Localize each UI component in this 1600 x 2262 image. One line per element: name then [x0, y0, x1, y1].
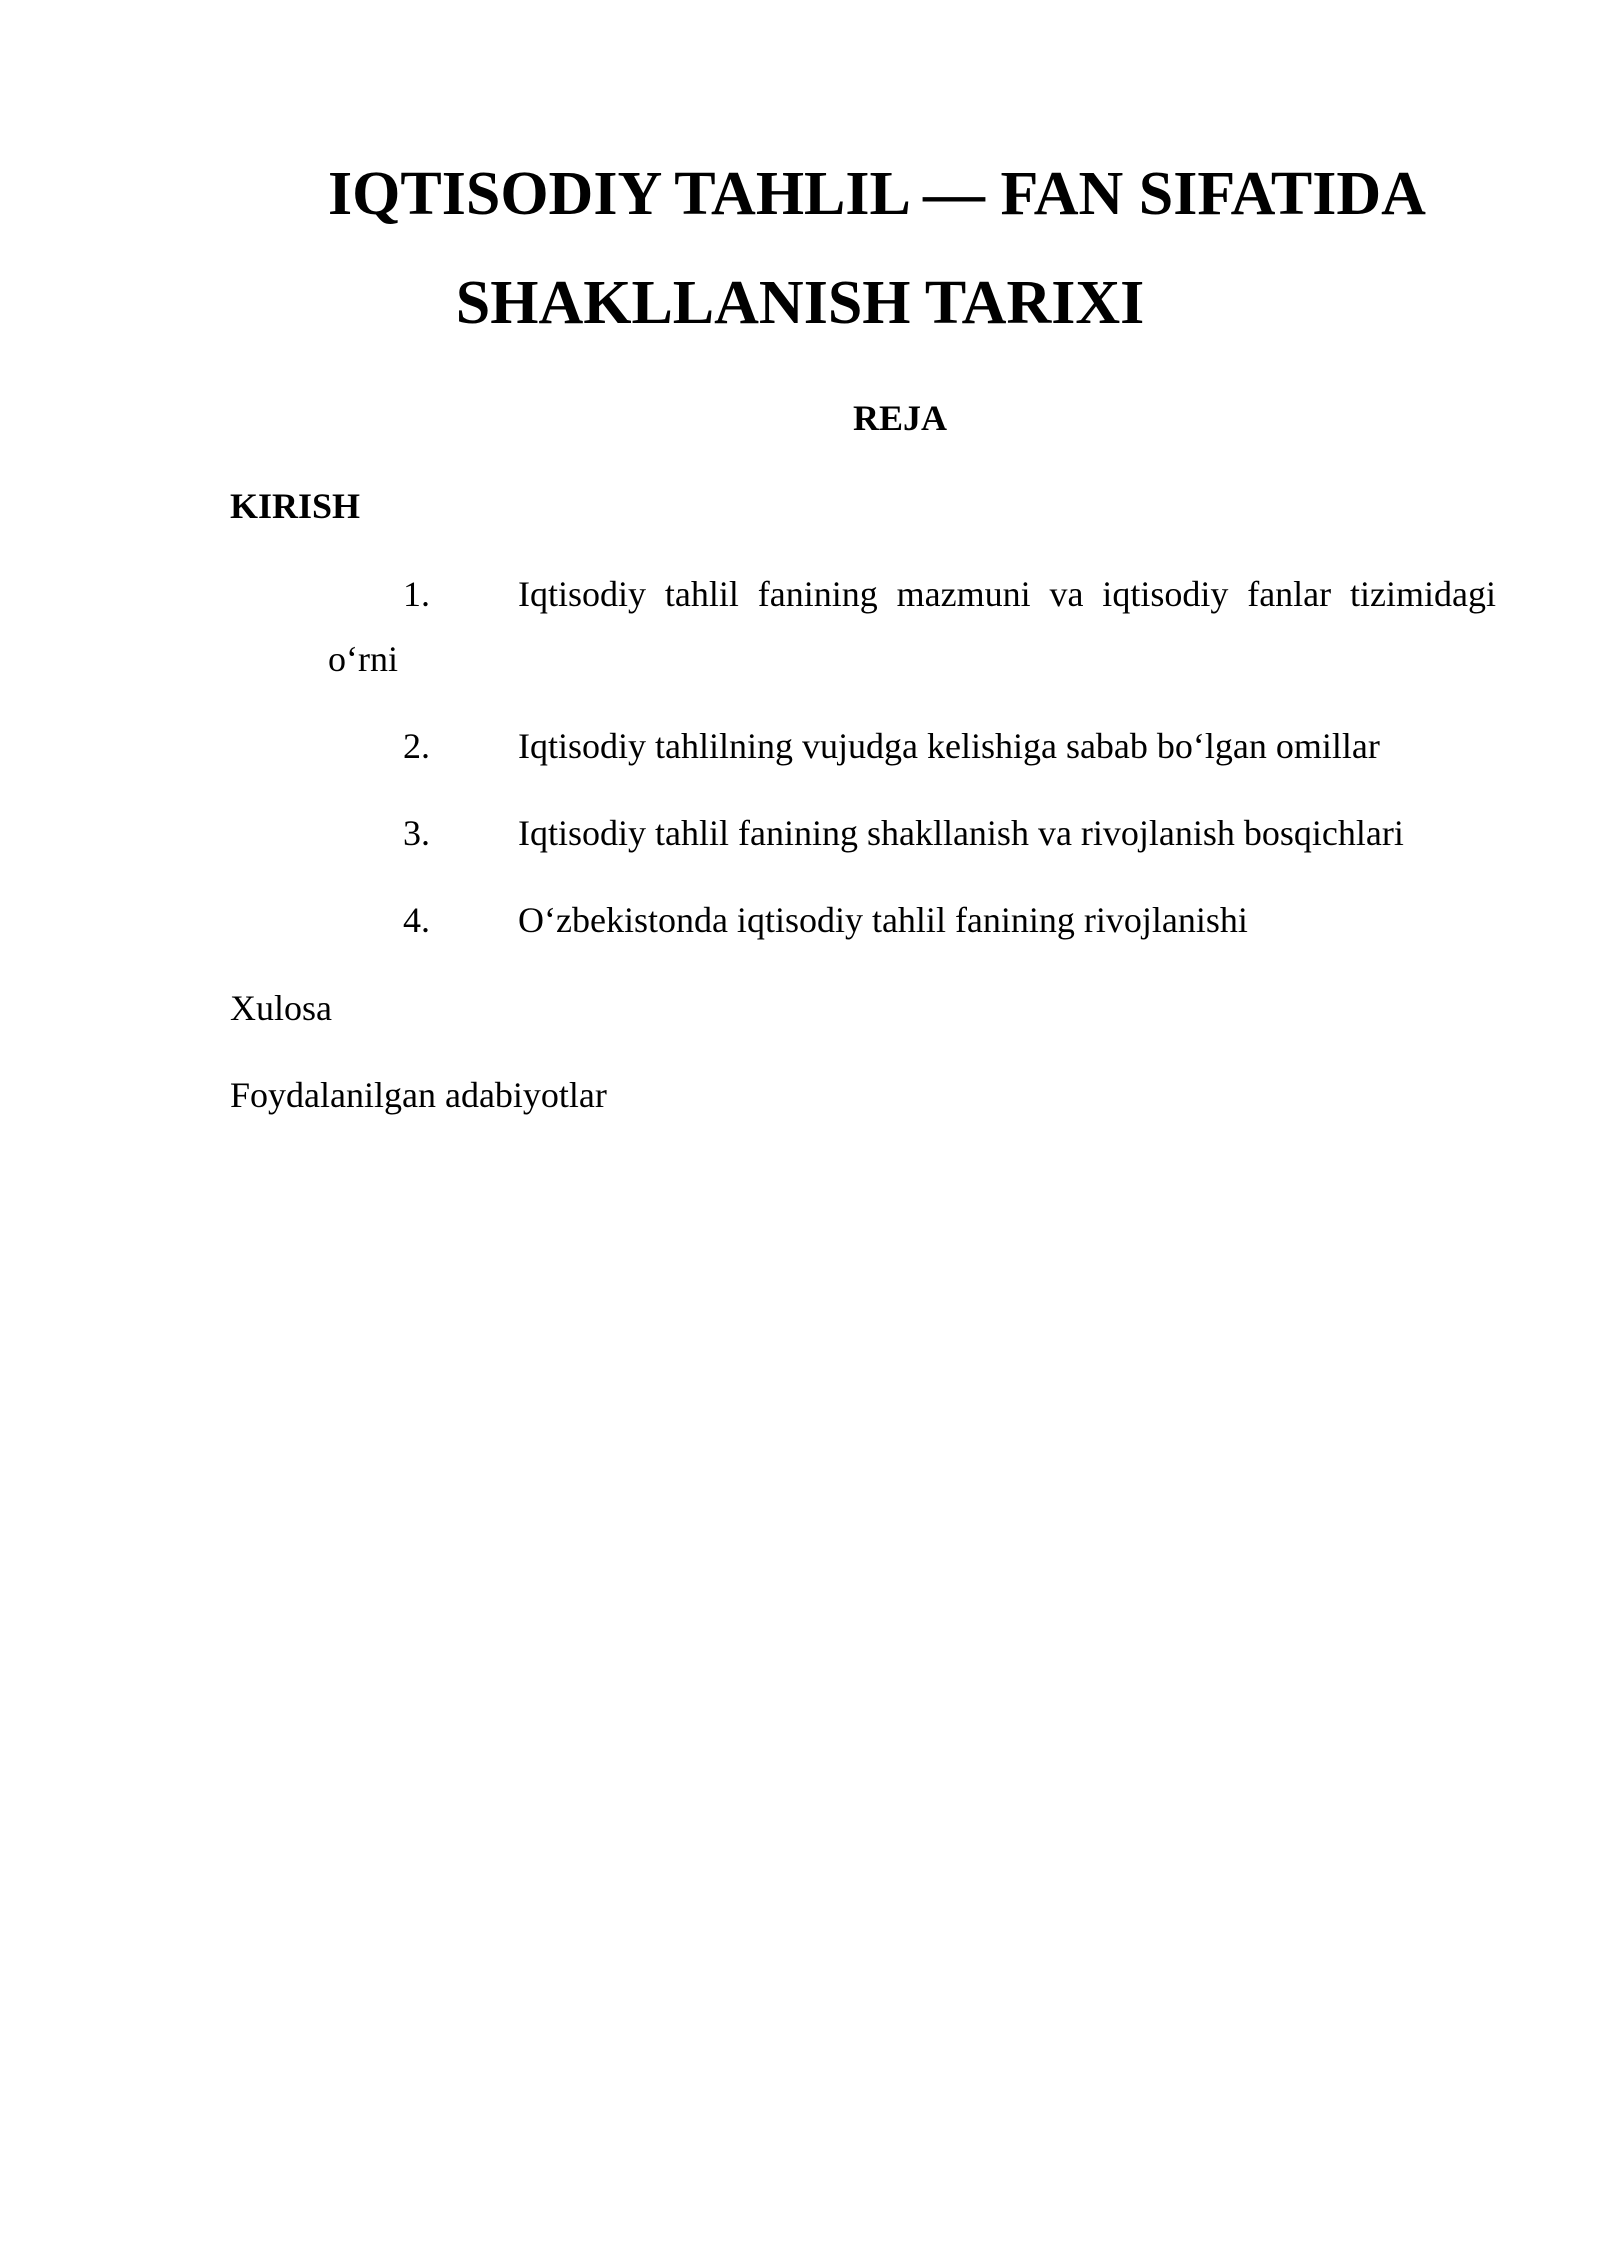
plan-heading: REJA	[852, 398, 947, 438]
plan-item-text: Iqtisodiy tahlilning vujudga kelishiga sabab bo‘lgan omillar	[518, 726, 1380, 766]
document-title-line-1: IQTISODIY TAHLIL — FAN SIFATIDA	[328, 160, 1426, 228]
plan-item-text: Iqtisodiy tahlil fanining mazmuni va iqtisodiy fanlar tizimidagi	[518, 574, 1496, 614]
plan-item-text: O‘zbekistonda iqtisodiy tahlil fanining rivojlanishi	[518, 900, 1248, 940]
plan-item-continuation: o‘rni	[328, 639, 398, 679]
intro-heading: KIRISH	[230, 486, 361, 526]
plan-item-number: 3.	[403, 813, 430, 853]
plan-item-text: Iqtisodiy tahlil fanining shakllanish va rivojlanish bosqichlari	[518, 813, 1404, 853]
plan-item-number: 2.	[403, 726, 430, 766]
plan-item-number: 1.	[403, 574, 430, 614]
conclusion-item: Xulosa	[230, 988, 332, 1028]
document-title-line-2: SHAKLLANISH TARIXI	[455, 269, 1145, 337]
references-item: Foydalanilgan adabiyotlar	[230, 1075, 607, 1115]
plan-item-number: 4.	[403, 900, 430, 940]
